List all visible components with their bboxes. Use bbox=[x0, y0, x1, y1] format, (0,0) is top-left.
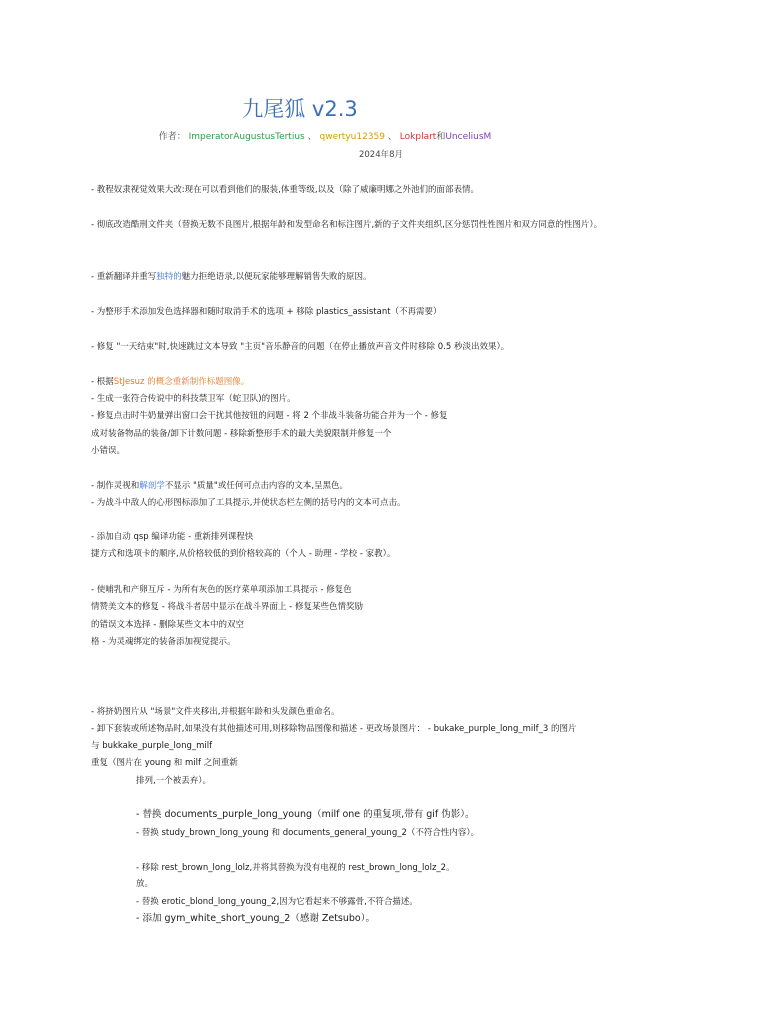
author-prefix: 作者： bbox=[158, 132, 186, 142]
line-text: - 制作灵视和 bbox=[91, 481, 140, 491]
line-text: - 根据 bbox=[91, 377, 114, 387]
author-name: ImperatorAugustusTertius bbox=[188, 132, 305, 142]
changelog-line: - 替换 documents_purple_long_young（milf one 的重复项,带有 gif 伪影）。 bbox=[136, 809, 475, 820]
highlighted-link[interactable]: 解剖学 bbox=[139, 481, 165, 491]
changelog-line: - 添加自动 qsp 编译功能 - 重新排列课程快 bbox=[91, 532, 254, 542]
author-separator: 、 bbox=[307, 132, 317, 142]
author-name: qwertyu12359 bbox=[319, 132, 386, 142]
document-date: 2024年8月 bbox=[358, 150, 404, 160]
changelog-line bbox=[91, 271, 372, 283]
changelog-line: 重复（图片在 young 和 milf 之间重新 bbox=[91, 758, 238, 768]
line-text: - 重新翻译并重写 bbox=[91, 272, 157, 282]
changelog-line: 排列,一个被丢弃）。 bbox=[136, 776, 211, 786]
changelog-line: 小错误。 bbox=[91, 446, 126, 456]
line-text: 不显示 "质量"或任何可点击内容的文本,呈黑色。 bbox=[164, 481, 349, 491]
highlighted-text: StJesuz 的概念重新制作标题图像。 bbox=[113, 377, 250, 387]
changelog-line: 放。 bbox=[136, 879, 154, 889]
changelog-line: - 替换 erotic_blond_long_young_2,因为它看起来不够露骨,不符合描述。 bbox=[136, 897, 418, 907]
changelog-line: - 教程奴隶视觉效果大改:现在可以看到他们的服装,体重等级,以及（除了威廉明娜之外池们的面部表情。 bbox=[91, 185, 480, 195]
changelog-line: 捷方式和选项卡的顺序,从价格较低的到价格较高的（个人 - 助理 - 学校 - 家教）。 bbox=[91, 549, 396, 559]
changelog-line: - 为整形手术添加发色选择器和随时取消手术的选项 + 移除 plastics_assistant（不再需要） bbox=[91, 307, 442, 317]
changelog-line: - 卸下套装或所述物品时,如果没有其他描述可用,则移除物品图像和描述 - 更改场景图片： - bukake_purple_long_milf_3 的图片 bbox=[91, 724, 577, 734]
changelog-line: 情赞美文本的修复 - 将战斗者居中显示在战斗界面上 - 修复某些色情奖励 bbox=[91, 602, 363, 612]
changelog-line: - 修复 "一天结束"时,快速跳过文本导致 "主页"音乐静音的问题（在停止播放声音文件时移除 0.5 秒淡出效果）。 bbox=[91, 342, 510, 352]
changelog-line: - 使哺乳和产卵互斥 - 为所有灰色的医疗菜单项添加工具提示 - 修复色 bbox=[91, 585, 352, 595]
changelog-line bbox=[91, 376, 249, 388]
changelog-line: - 彻底改造酷刑文件夹（替换无数不良图片,根据年龄和发型命名和标注图片,新的子文件夹组织,区分惩罚性性图片和双方同意的性图片）。 bbox=[91, 220, 603, 230]
changelog-line: - 生成一张符合传说中的科技禁卫军（蛇卫队)的图片。 bbox=[91, 394, 296, 404]
author-separator: 和 bbox=[436, 132, 446, 142]
changelog-line: 的错误文本选择 - 删除某些文本中的双空 bbox=[91, 620, 244, 630]
changelog-line: 格 - 为灵魂绑定的装备添加视觉提示。 bbox=[91, 637, 236, 647]
changelog-line: - 添加 gym_white_short_young_2（感谢 Zetsubo）。 bbox=[136, 913, 375, 924]
changelog-line: 成对装备物品的装备/卸下计数问题 - 移除新整形手术的最大美貌限制并修复一个 bbox=[91, 429, 392, 439]
author-name: UnceliusM bbox=[445, 132, 492, 142]
author-separator: 、 bbox=[387, 132, 397, 142]
changelog-line: - 为战斗中敌人的心形图标添加了工具提示,并使状态栏左侧的括号内的文本可点击。 bbox=[91, 498, 406, 508]
changelog-line bbox=[91, 480, 348, 492]
changelog-line: - 将挤奶图片从 "场景"文件夹移出,并根据年龄和头发颜色重命名。 bbox=[91, 707, 340, 717]
changelog-line: - 替换 study_brown_long_young 和 documents_general_young_2（不符合性内容）。 bbox=[136, 828, 480, 838]
changelog-line: 与 bukkake_purple_long_milf bbox=[91, 741, 213, 751]
author-name: Lokplart bbox=[399, 132, 437, 142]
line-text: 魅力拒绝语录,以便玩家能够理解销售失败的原因。 bbox=[181, 272, 372, 282]
changelog-line: - 移除 rest_brown_long_lolz,并将其替换为没有电视的 rest_brown_long_lolz_2。 bbox=[136, 863, 455, 873]
author-byline bbox=[0, 129, 650, 142]
document-title: 九尾狐 v2.3 bbox=[242, 97, 358, 121]
changelog-line: - 修复点击时牛奶量弹出窗口会干扰其他按钮的问题 - 将 2 个非战斗装备功能合并为一个 - 修复 bbox=[91, 411, 448, 421]
highlighted-link[interactable]: 独特的 bbox=[156, 272, 182, 282]
